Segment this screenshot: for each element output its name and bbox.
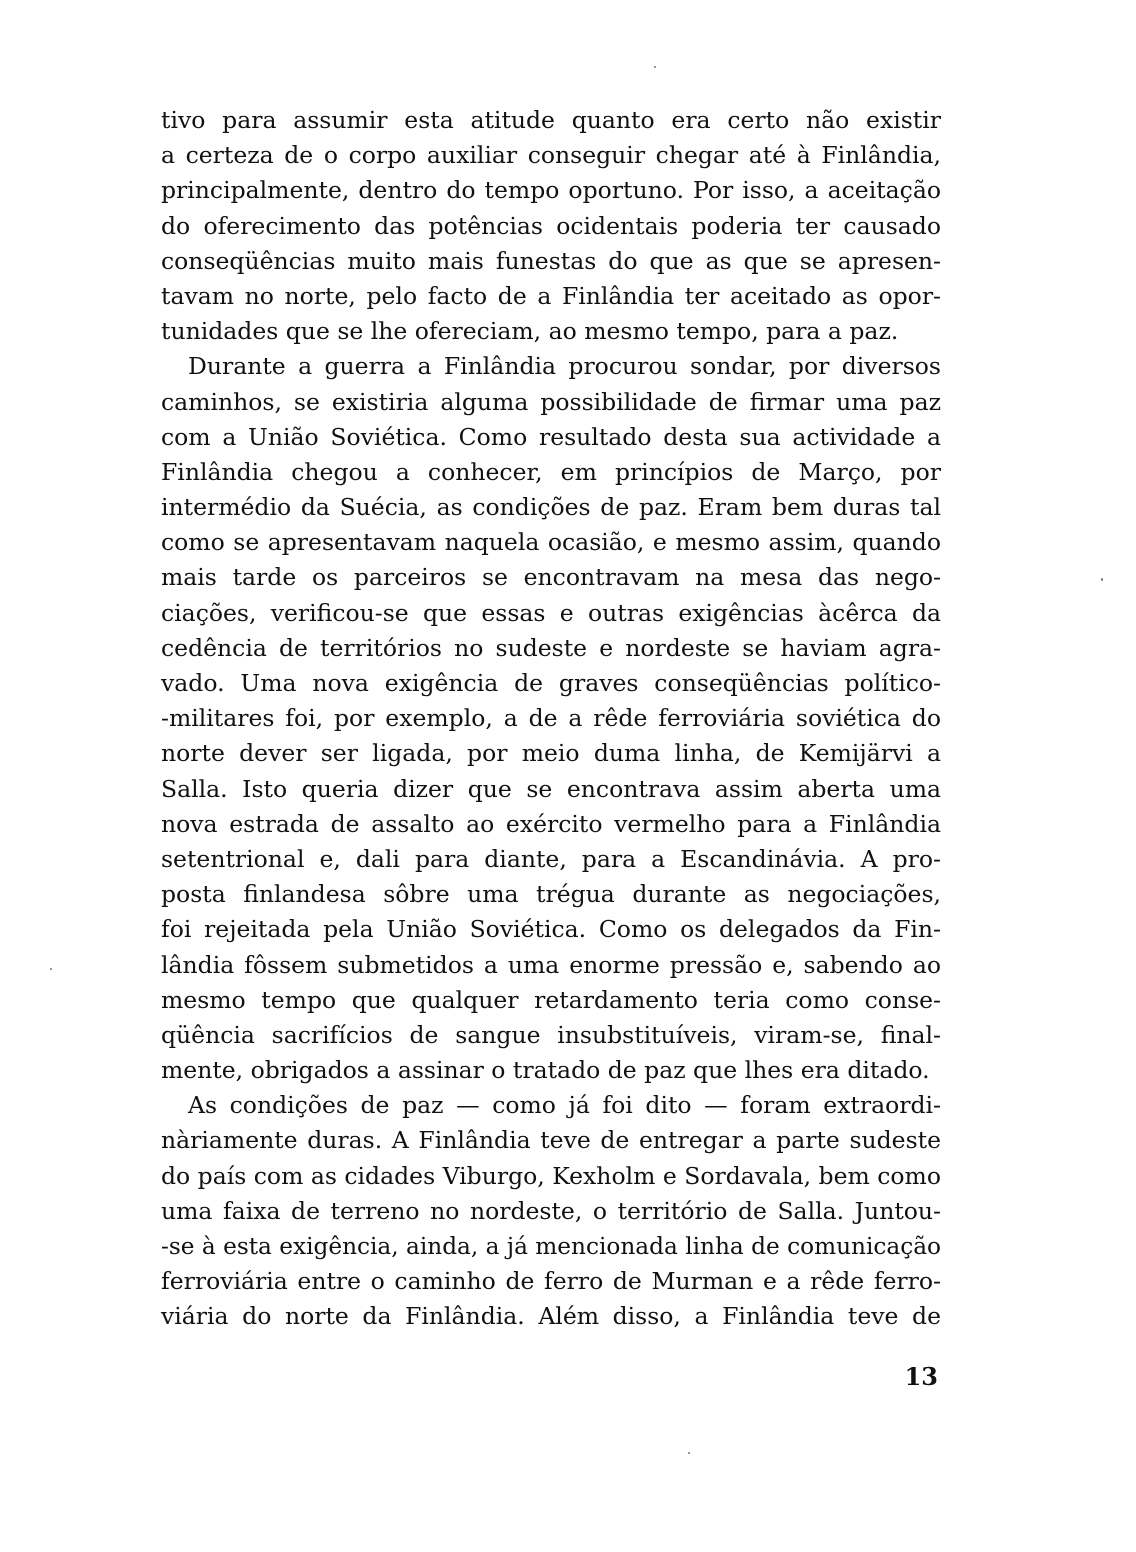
- text-line: viária do norte da Finlândia. Além disso, a Finlândia teve de: [161, 1302, 941, 1331]
- text-line: mais tarde os parceiros se encontravam na mesa das nego-: [161, 563, 941, 592]
- text-line: com a União Soviética. Como resultado desta sua actividade a: [161, 422, 941, 451]
- text-line: tavam no norte, pelo facto de a Finlândia ter aceitado as opor-: [161, 281, 941, 310]
- scan-speck: [1101, 578, 1103, 581]
- text-line: mesmo tempo que qualquer retardamento teria como conse-: [161, 985, 941, 1014]
- scan-speck: [50, 968, 52, 970]
- text-line: Salla. Isto queria dizer que se encontrava assim aberta uma: [161, 774, 941, 803]
- text-line: ciações, verificou-se que essas e outras exigências àcêrca da: [161, 598, 941, 627]
- text-line: norte dever ser ligada, por meio duma linha, de Kemijärvi a: [161, 739, 941, 768]
- text-line: -se à esta exigência, ainda, a já mencionada linha de comunicação: [161, 1233, 941, 1260]
- scan-speck: [654, 66, 656, 68]
- text-line: como se apresentavam naquela ocasião, e mesmo assim, quando: [161, 528, 941, 557]
- paragraph: [161, 1088, 941, 1334]
- text-line: uma faixa de terreno no nordeste, o território de Salla. Juntou-: [161, 1196, 941, 1225]
- text-line: nàriamente duras. A Finlândia teve de entregar a parte sudeste: [161, 1126, 941, 1155]
- text-line: vado. Uma nova exigência de graves conseqüências político-: [161, 669, 941, 697]
- text-line: mente, obrigados a assinar o tratado de paz que lhes era ditado.: [161, 1056, 930, 1085]
- paragraph: [161, 103, 941, 349]
- text-line: As condições de paz — como já foi dito — foram extraordi-: [188, 1091, 941, 1120]
- text-line: do oferecimento das potências ocidentais poderia ter causado: [161, 211, 941, 240]
- text-line: foi rejeitada pela União Soviética. Como os delegados da Fin-: [161, 915, 941, 944]
- page-number: 13: [904, 1362, 938, 1391]
- paragraph: [161, 349, 941, 1088]
- text-line: conseqüências muito mais funestas do que as que se apresen-: [161, 246, 941, 275]
- text-line: tunidades que se lhe ofereciam, ao mesmo tempo, para a paz.: [161, 317, 899, 346]
- text-line: caminhos, se existiria alguma possibilidade de firmar uma paz: [161, 387, 941, 416]
- text-line: Finlândia chegou a conhecer, em princípios de Março, por: [161, 457, 941, 486]
- text-line: intermédio da Suécia, as condições de paz. Eram bem duras tal: [161, 493, 941, 522]
- text-line: ferroviária entre o caminho de ferro de Murman e a rêde ferro-: [161, 1267, 941, 1296]
- text-line: -militares foi, por exemplo, a de a rêde ferroviária soviética do: [161, 704, 941, 733]
- text-line: lândia fôssem submetidos a uma enorme pressão e, sabendo ao: [161, 950, 941, 979]
- text-line: principalmente, dentro do tempo oportuno. Por isso, a aceitação: [161, 176, 941, 205]
- text-line: qüência sacrifícios de sangue insubstituíveis, viram-se, final-: [161, 1020, 941, 1049]
- text-line: posta finlandesa sôbre uma trégua durante as negociações,: [161, 880, 941, 909]
- text-line: nova estrada de assalto ao exército vermelho para a Finlândia: [161, 809, 941, 838]
- text-line: tivo para assumir esta atitude quanto era certo não existir: [161, 106, 941, 134]
- text-line: setentrional e, dali para diante, para a Escandinávia. A pro-: [161, 844, 941, 873]
- text-line: Durante a guerra a Finlândia procurou sondar, por diversos: [188, 352, 941, 381]
- scan-speck: [688, 1452, 690, 1454]
- text-line: do país com as cidades Viburgo, Kexholm e Sordavala, bem como: [161, 1161, 941, 1190]
- text-line: a certeza de o corpo auxiliar conseguir chegar até à Finlândia,: [161, 141, 941, 170]
- body-text: [161, 103, 941, 1335]
- text-line: cedência de territórios no sudeste e nordeste se haviam agra-: [161, 633, 941, 662]
